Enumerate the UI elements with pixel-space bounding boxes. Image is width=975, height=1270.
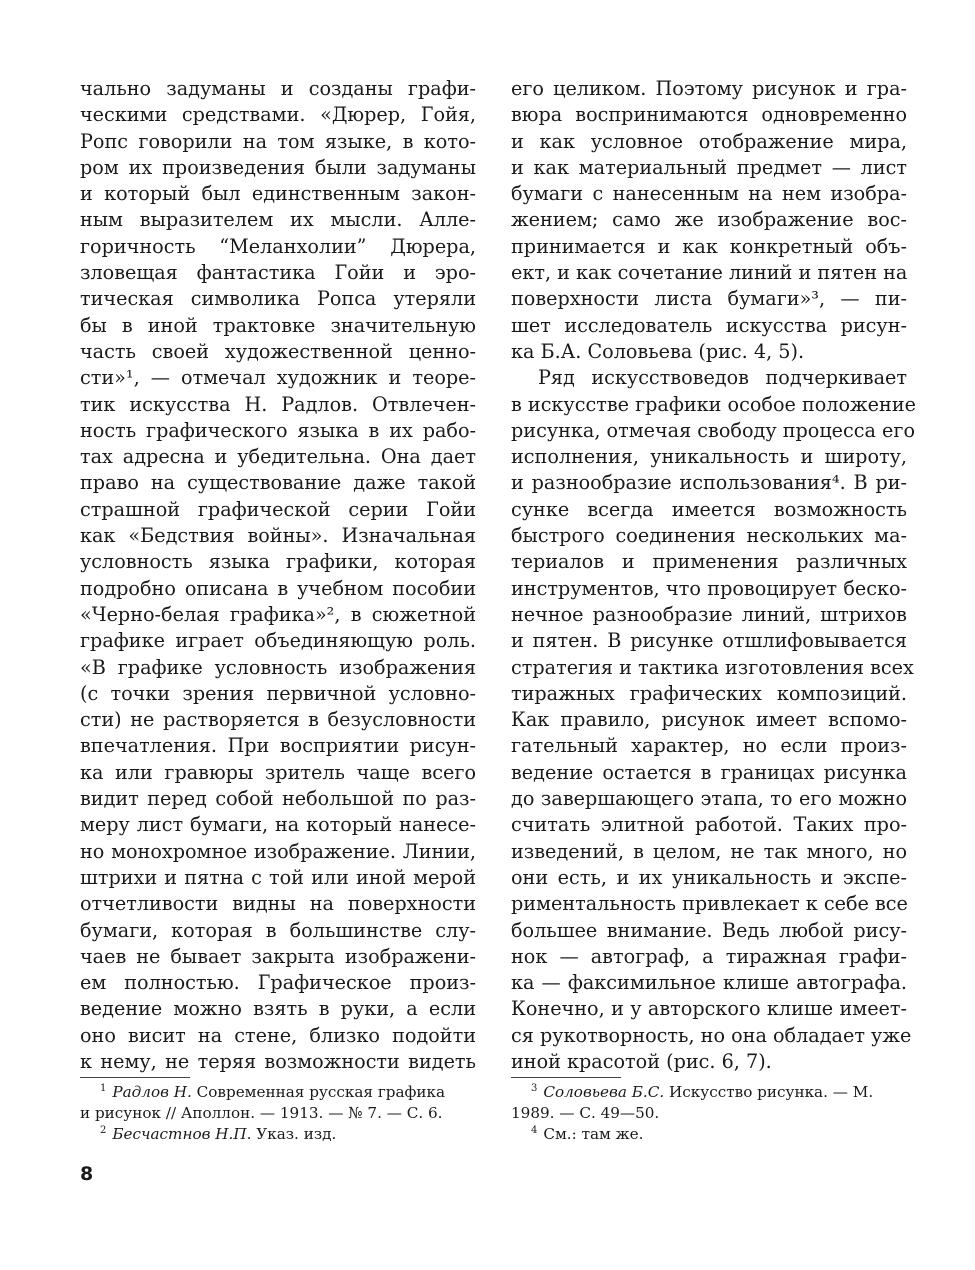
text-line: и пятен. В рисунке отшлифовывается	[511, 629, 907, 653]
text-line: ект, и как сочетание линий и пятен на	[511, 261, 908, 285]
text-column-left	[80, 76, 476, 1075]
text-line: отчетливости видны на поверхности	[80, 892, 476, 916]
text-line: и разнообразие использования⁴. В ри-	[511, 471, 907, 495]
text-line: тиражных графических композиций.	[511, 681, 907, 705]
text-line: Ропс говорили на том языке, в кото-	[80, 129, 476, 153]
text-line: шет исследователь искусства рисун-	[511, 313, 907, 337]
text-line: ным выразителем их мысли. Алле-	[80, 208, 476, 232]
footnote-text: Современная русская графика	[191, 1083, 446, 1101]
text-line: Конечно, и у авторского клише имеет-	[511, 997, 907, 1021]
text-line: принимается и как конкретный объ-	[511, 234, 907, 258]
footnote	[80, 1124, 476, 1145]
footnote-divider	[511, 1077, 621, 1078]
text-line: инструментов, что провоцирует беско-	[511, 576, 907, 600]
text-line: ведение остается в границах рисунка	[511, 760, 907, 784]
footnote-author: Бесчастнов Н.П.	[112, 1125, 252, 1143]
text-line: ка Б.А. Соловьева (рис. 4, 5).	[511, 339, 805, 363]
text-line: исполнения, уникальность и широту,	[511, 445, 907, 469]
text-line: сунке всегда имеется возможность	[511, 497, 907, 521]
footnote	[511, 1082, 907, 1103]
text-line: ка или гравюры зритель чаще всего	[80, 760, 476, 784]
text-line: бумаги, которая в большинстве слу-	[80, 918, 476, 942]
footnote-number: 4	[531, 1124, 538, 1136]
text-line: чально задуманы и созданы графи-	[80, 77, 476, 100]
footnote-text: См.: там же.	[543, 1125, 644, 1143]
text-line: нок — автограф, а тиражная графи-	[511, 944, 907, 968]
footnote	[80, 1082, 476, 1103]
text-line: риментальность привлекает к себе все	[511, 892, 908, 916]
text-line: чаев не бывает закрыта изображени-	[80, 944, 476, 968]
text-line: стратегия и тактика изготовления всех	[511, 655, 914, 679]
text-line: меру лист бумаги, на который нанесе-	[80, 813, 476, 837]
text-line: териалов и применения различных	[511, 550, 907, 574]
text-line: оно висит на стене, близко подойти	[80, 1023, 476, 1047]
text-line: часть своей художественной ценно-	[80, 339, 476, 363]
text-line: гательный характер, но если произ-	[511, 734, 907, 758]
text-line: графике играет объединяющую роль.	[80, 629, 476, 653]
text-line: «В графике условность изображения	[80, 655, 476, 679]
text-line: ром их произведения были задуманы	[80, 155, 476, 179]
text-line: горичность “Меланхолии” Дюрера,	[80, 234, 476, 258]
text-line: тах адресна и убедительна. Она дает	[80, 445, 476, 469]
footnote-number: 2	[100, 1124, 107, 1136]
text-line: страшной графической серии Гойи	[80, 497, 476, 521]
text-line: ческими средствами. «Дюрер, Гойя,	[80, 103, 476, 127]
text-line: Как правило, рисунок имеет вспомо-	[511, 708, 907, 732]
text-line: нечное разнообразие линий, штрихов	[511, 602, 907, 626]
text-line: считать элитной работой. Таких про-	[511, 813, 907, 837]
text-line: тическая символика Ропса утеряли	[80, 287, 476, 311]
text-line: в искусстве графики особое положение	[511, 392, 916, 416]
text-line: условность языка графики, которая	[80, 550, 476, 574]
text-line: и как материальный предмет — лист	[511, 155, 907, 179]
text-line: к нему, не теряя возможности видеть	[80, 1049, 476, 1073]
text-line: тик искусства Н. Радлов. Отвлечен-	[80, 392, 476, 416]
text-line: поверхности листа бумаги»³, — пи-	[511, 287, 907, 311]
text-line: ем полностью. Графическое произ-	[80, 971, 476, 995]
footnote-continuation: и рисунок // Аполлон. — 1913. — № 7. — С. 6.	[80, 1104, 443, 1122]
text-line: иной красотой (рис. 6, 7).	[511, 1049, 772, 1073]
text-line: ведение можно взять в руки, а если	[80, 997, 476, 1021]
text-line: бы в иной трактовке значительную	[80, 313, 476, 337]
text-line: вюра воспринимаются одновременно	[511, 103, 907, 127]
text-line: его целиком. Поэтому рисунок и гра-	[511, 77, 907, 100]
text-line: штрихи и пятна с той или иной мерой	[80, 865, 476, 889]
text-line: и который был единственным закон-	[80, 182, 476, 206]
footnotes-right	[511, 1082, 907, 1145]
text-line: ка — факсимильное клише автографа.	[511, 971, 907, 995]
text-line: сти) не растворяется в безусловности	[80, 708, 476, 732]
footnote-author: Радлов Н.	[112, 1083, 192, 1101]
text-line: они есть, и их уникальность и экспе-	[511, 865, 907, 889]
text-line: «Черно-белая графика»², в сюжетной	[80, 602, 476, 626]
text-line: видит перед собой небольшой по раз-	[80, 787, 476, 811]
text-line: до завершающего этапа, то его можно	[511, 787, 907, 811]
text-line: (с точки зрения первичной условно-	[80, 681, 476, 705]
text-line: быстрого соединения нескольких ма-	[511, 524, 907, 548]
text-line: большее внимание. Ведь любой рису-	[511, 918, 907, 942]
footnote-author: Соловьева Б.С.	[543, 1083, 665, 1101]
page-number: 8	[80, 1163, 94, 1185]
text-column-right	[511, 76, 916, 1075]
text-line: зловещая фантастика Гойи и эро-	[80, 261, 476, 285]
text-line: подробно описана в учебном пособии	[80, 576, 476, 600]
text-line: Ряд искусствоведов подчеркивает	[538, 366, 907, 390]
text-line: жением; само же изображение вос-	[511, 208, 907, 232]
text-line: как «Бедствия войны». Изначальная	[80, 524, 476, 548]
footnote-text: Указ. изд.	[251, 1125, 337, 1143]
footnote	[511, 1124, 907, 1145]
footnote-text: Искусство рисунка. — М.	[664, 1083, 874, 1101]
text-line: и как условное отображение мира,	[511, 129, 907, 153]
text-line: ность графического языка в их рабо-	[80, 418, 476, 442]
text-line: впечатления. При восприятии рисун-	[80, 734, 476, 758]
text-line: ся рукотворность, но она обладает уже	[511, 1023, 912, 1047]
footnotes-left	[80, 1082, 476, 1145]
text-line: изведений, в целом, не так много, но	[511, 839, 907, 863]
text-line: но монохромное изображение. Линии,	[80, 839, 476, 863]
text-line: бумаги с нанесенным на нем изобра-	[511, 182, 907, 206]
footnote-number: 3	[531, 1082, 538, 1094]
text-line: рисунка, отмечая свободу процесса его	[511, 418, 916, 442]
footnote-divider	[80, 1077, 190, 1078]
text-line: право на существование даже такой	[80, 471, 476, 495]
footnote-number: 1	[100, 1082, 107, 1094]
footnote-continuation: 1989. — С. 49—50.	[511, 1104, 660, 1122]
text-line: сти»¹, — отмечал художник и теоре-	[80, 366, 476, 390]
